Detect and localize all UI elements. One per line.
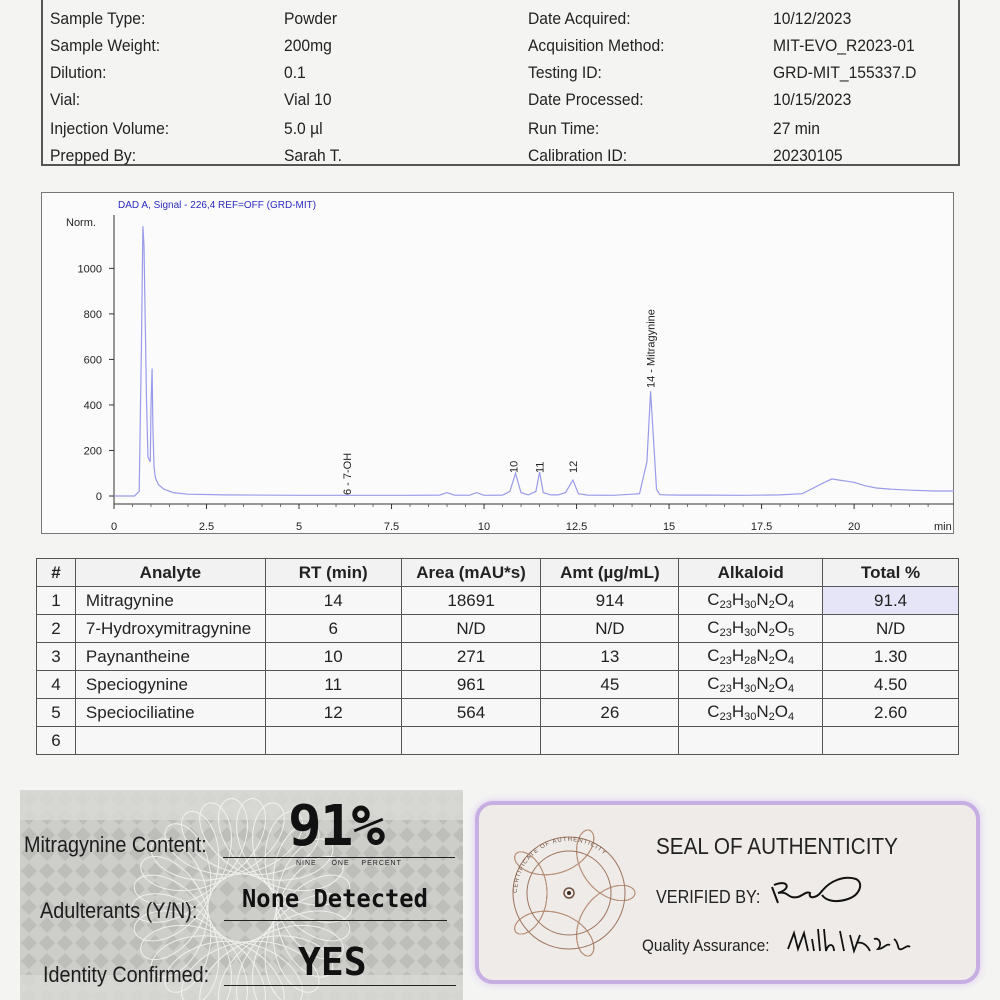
peak-label: 6 - 7-OH xyxy=(342,452,355,495)
cell-area: 271 xyxy=(401,643,541,671)
formula-element: H xyxy=(731,674,745,693)
cell-area: 18691 xyxy=(401,587,541,615)
info-label: Run Time: xyxy=(528,119,600,138)
cell-alkaloid xyxy=(679,615,823,643)
cell-amt: 26 xyxy=(541,699,679,727)
peak-label: 10 xyxy=(508,460,521,473)
cell-alkaloid xyxy=(679,643,823,671)
formula-count: 23 xyxy=(719,683,732,695)
formula-count: 30 xyxy=(744,711,757,723)
table-row xyxy=(37,587,959,615)
mitragynine-content-value: 91% xyxy=(288,794,384,859)
cell-rt: 12 xyxy=(265,699,401,727)
y-tick-label: 800 xyxy=(83,308,102,321)
y-tick-label: 200 xyxy=(83,445,102,458)
formula-element: O xyxy=(774,646,788,665)
cell-total: 1.30 xyxy=(823,643,959,671)
x-tick-label: 0 xyxy=(110,521,118,533)
certificate-panel xyxy=(20,790,463,1000)
formula-count: 2 xyxy=(768,655,775,667)
formula-element: C xyxy=(707,646,720,665)
info-value: 0.1 xyxy=(284,63,306,82)
emblem-text: CERTIFICATE OF AUTHENTICITY xyxy=(512,836,608,894)
x-tick-label: 10 xyxy=(477,521,491,533)
table-row xyxy=(37,671,959,699)
x-tick-label: 5 xyxy=(295,521,303,533)
qa-signature xyxy=(784,925,914,965)
formula-count: 4 xyxy=(788,599,795,611)
seal-title: SEAL OF AUTHENTICITY xyxy=(656,833,898,859)
formula-count: 23 xyxy=(719,711,732,723)
x-tick-label: 12.5 xyxy=(565,521,588,533)
y-tick-label: 0 xyxy=(95,491,102,503)
col-header-area: Area (mAU*s) xyxy=(401,559,541,587)
table-row xyxy=(37,643,959,671)
info-value: GRD-MIT_155337.D xyxy=(773,63,917,82)
cell-amt: 914 xyxy=(541,587,679,615)
formula-element: O xyxy=(774,674,788,693)
info-label: Date Processed: xyxy=(528,90,644,109)
formula-count: 4 xyxy=(788,711,795,723)
formula-element: H xyxy=(731,618,745,637)
y-tick-label: 1000 xyxy=(77,263,102,276)
x-tick-label: 17.5 xyxy=(750,521,773,533)
formula-count: 5 xyxy=(788,627,795,639)
peak-label: 12 xyxy=(567,460,580,473)
adulterants-label: Adulterants (Y/N): xyxy=(40,898,198,923)
cell-num: 5 xyxy=(37,699,76,727)
info-label: Calibration ID: xyxy=(528,146,628,165)
formula-count: 30 xyxy=(744,683,757,695)
identity-label: Identity Confirmed: xyxy=(43,962,210,987)
chromatogram-chart xyxy=(42,193,955,535)
cell-num: 1 xyxy=(37,587,76,615)
info-value: 5.0 µl xyxy=(284,119,323,138)
info-label: Date Acquired: xyxy=(528,9,631,28)
cell-num: 3 xyxy=(37,643,76,671)
info-label: Prepped By: xyxy=(50,146,137,165)
adulterants-value: None Detected xyxy=(242,884,428,913)
formula-count: 4 xyxy=(788,683,795,695)
info-value: Powder xyxy=(284,9,338,28)
table-header-row xyxy=(37,559,959,587)
cell-analyte: Paynantheine xyxy=(75,643,265,671)
formula-count: 2 xyxy=(768,683,775,695)
formula-element: C xyxy=(707,590,720,609)
formula-element: C xyxy=(707,618,720,637)
col-header-amt: Amt (µg/mL) xyxy=(541,559,679,587)
formula-element: N xyxy=(756,702,769,721)
col-header-rt: RT (min) xyxy=(265,559,401,587)
cell-rt xyxy=(265,727,401,755)
verified-by-label: VERIFIED BY: xyxy=(656,887,761,907)
analyte-table xyxy=(36,558,959,755)
info-label: Vial: xyxy=(50,90,81,109)
formula-element: H xyxy=(731,646,745,665)
cell-rt: 6 xyxy=(265,615,401,643)
caption-percent: PERCENT xyxy=(361,860,402,867)
formula-count: 2 xyxy=(768,711,775,723)
y-tick-label: 600 xyxy=(83,354,102,367)
formula-count: 23 xyxy=(719,655,732,667)
x-tick-label: 7.5 xyxy=(383,521,400,533)
formula-count: 4 xyxy=(788,655,795,667)
col-header-num: # xyxy=(37,559,76,587)
x-tick-label: 2.5 xyxy=(198,521,215,533)
y-tick-label: 400 xyxy=(83,399,102,412)
cell-total: 91.4 xyxy=(823,587,959,615)
col-header-alkaloid: Alkaloid xyxy=(679,559,823,587)
formula-count: 30 xyxy=(744,627,757,639)
cell-alkaloid xyxy=(679,699,823,727)
cell-analyte: Speciogynine xyxy=(75,671,265,699)
cell-amt: 13 xyxy=(541,643,679,671)
cell-amt: 45 xyxy=(541,671,679,699)
formula-count: 30 xyxy=(744,599,757,611)
cell-analyte: Mitragynine xyxy=(75,587,265,615)
info-value: 20230105 xyxy=(773,146,843,165)
certificate-emblem-icon xyxy=(489,805,649,980)
info-label: Dilution: xyxy=(50,63,107,82)
table-row xyxy=(37,615,959,643)
formula-count: 2 xyxy=(768,599,775,611)
x-tick-label: 20 xyxy=(847,521,861,533)
svg-text:CERTIFICATE OF AUTHENTICITY xyxy=(513,837,608,893)
cell-total xyxy=(823,727,959,755)
cell-total: 4.50 xyxy=(823,671,959,699)
x-axis-label: min xyxy=(934,521,952,533)
cell-total: N/D xyxy=(823,615,959,643)
info-label: Acquisition Method: xyxy=(528,36,665,55)
cell-num: 4 xyxy=(37,671,76,699)
formula-element: H xyxy=(731,702,745,721)
caption-one: ONE xyxy=(331,860,350,867)
x-tick-label: 15 xyxy=(662,521,676,533)
y-axis-label: Norm. xyxy=(66,217,96,229)
identity-underline xyxy=(224,985,456,986)
cell-area: N/D xyxy=(401,615,541,643)
formula-element: C xyxy=(707,702,720,721)
cell-rt: 14 xyxy=(265,587,401,615)
cell-amt: N/D xyxy=(541,615,679,643)
cell-rt: 10 xyxy=(265,643,401,671)
col-header-analyte: Analyte xyxy=(75,559,265,587)
cell-rt: 11 xyxy=(265,671,401,699)
verified-signature xyxy=(764,865,874,915)
formula-element: N xyxy=(756,618,769,637)
info-label: Testing ID: xyxy=(528,63,602,82)
formula-element: N xyxy=(756,674,769,693)
info-value: 10/15/2023 xyxy=(773,90,852,109)
cell-analyte: 7-Hydroxymitragynine xyxy=(75,615,265,643)
cell-alkaloid xyxy=(679,587,823,615)
cell-area xyxy=(401,727,541,755)
formula-element: O xyxy=(774,590,788,609)
cell-alkaloid xyxy=(679,671,823,699)
formula-count: 23 xyxy=(719,627,732,639)
content-caption xyxy=(296,860,402,867)
identity-value: YES xyxy=(298,940,367,984)
quality-assurance-label: Quality Assurance: xyxy=(642,936,770,955)
table-row xyxy=(37,727,959,755)
formula-element: O xyxy=(774,702,788,721)
cell-total: 2.60 xyxy=(823,699,959,727)
info-label: Injection Volume: xyxy=(50,119,170,138)
adulterants-underline xyxy=(224,920,447,921)
formula-element: C xyxy=(707,674,720,693)
cell-area: 961 xyxy=(401,671,541,699)
info-value: 27 min xyxy=(773,119,820,138)
cell-num: 2 xyxy=(37,615,76,643)
chromatogram-panel xyxy=(41,192,954,534)
formula-count: 28 xyxy=(744,655,757,667)
info-value: 200mg xyxy=(284,36,332,55)
info-value: MIT-EVO_R2023-01 xyxy=(773,36,915,55)
cell-analyte xyxy=(75,727,265,755)
cell-alkaloid xyxy=(679,727,823,755)
info-value: Vial 10 xyxy=(284,90,332,109)
formula-element: H xyxy=(731,590,745,609)
peak-label: 11 xyxy=(534,461,547,473)
formula-count: 23 xyxy=(719,599,732,611)
seal-of-authenticity-card xyxy=(475,801,980,984)
table-row xyxy=(37,699,959,727)
cell-area: 564 xyxy=(401,699,541,727)
chart-title: DAD A, Signal - 226,4 REF=OFF (GRD-MIT) xyxy=(118,200,317,211)
cell-amt xyxy=(541,727,679,755)
formula-element: N xyxy=(756,590,769,609)
signal-trace xyxy=(114,226,954,496)
formula-count: 2 xyxy=(768,627,775,639)
cell-num: 6 xyxy=(37,727,76,755)
formula-element: N xyxy=(756,646,769,665)
info-value: 10/12/2023 xyxy=(773,9,852,28)
info-label: Sample Weight: xyxy=(50,36,161,55)
mitragynine-content-label: Mitragynine Content: xyxy=(24,832,207,857)
info-label: Sample Type: xyxy=(50,9,146,28)
info-value: Sarah T. xyxy=(284,146,342,165)
caption-nine: NINE xyxy=(296,860,317,867)
peak-label: 14 - Mitragynine xyxy=(645,309,658,388)
formula-element: O xyxy=(774,618,788,637)
cell-analyte: Speciociliatine xyxy=(75,699,265,727)
col-header-total: Total % xyxy=(823,559,959,587)
